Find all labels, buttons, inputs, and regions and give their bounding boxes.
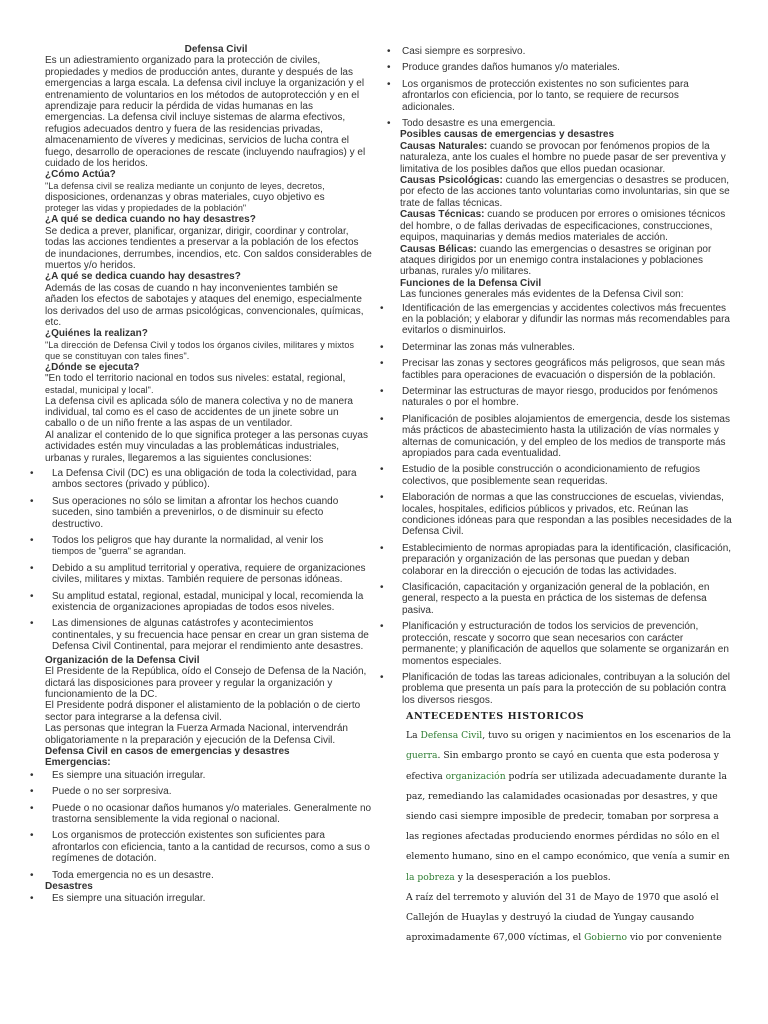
intro-paragraph: Es un adiestramiento organizado para la protección de civiles, propiedades y medios de producción antes, durante y después de las emergencias a larga escala. La defensa civil incluye la organización y el entrenamiento de voluntarios en los métodos de autoprotección y en el aprendizaje para reducir la pérdida de vidas humanas en las emergencias. La defensa civil incluye sistemas de alarma efectivos, refugios adecuados dentro y fuera de las residencias privadas, almacenamiento de víveres y medicinas, servicios de lucha contra el fuego, desarrollo de operaciones de rescate (incluyendo naufragios) y el cuidado de los heridos. — [45, 55, 366, 170]
conclusions-list — [40, 468, 372, 653]
answer-how-acts-quote-end: proteger las vidas y propiedades de la población" — [45, 203, 247, 214]
list-item: • Toda emergencia no es un desastre. — [40, 870, 372, 881]
list-item: • Los organismos de protección existentes son suficientes para afrontarlos con eficiencia, tanto a la cantidad de recursos, como a sus o regímenes de dotación. — [40, 830, 372, 864]
link-gobierno[interactable]: Gobierno — [584, 932, 628, 944]
list-item: • Produce grandes daños humanos y/o materiales. — [390, 62, 732, 73]
list-item: • Determinar las zonas más vulnerables. — [390, 342, 732, 353]
list-item: • Identificación de las emergencias y accidentes colectivos más frecuentes en la población; y elaborar y difundir las normas más recomendables para evitarlos o disminuirlos. — [390, 303, 732, 337]
answer-where-text: La defensa civil es aplicada sólo de manera colectiva y no de manera individual, tal como es el caso de accidentes de un jinete sobre un caballo o de un niño frente a las aspas de un ventilador. — [45, 395, 353, 430]
list-item: • Sus operaciones no sólo se limitan a afrontar los hechos cuando suceden, sino también a prevenirlos, o de disminuir su efecto destructivo. — [40, 496, 372, 530]
list-item: • Planificación de posibles alojamientos de emergencia, desde los sistemas más prácticos de abastecimiento hasta la utilización de vías normales y alternas de comunicación, y del empleo de los medios de transporte más apropiados para cada eventualidad. — [390, 414, 732, 460]
text-run: A raíz del terremoto y aluvión del 31 de Mayo de 1970 que asoló el Callejón de Huaylas y destruyó la ciudad de Yungay causando aproximadamente 67,000 víctimas, el — [406, 891, 719, 944]
right-column — [390, 44, 732, 948]
question-disaster: ¿A qué se dedica cuando hay desastres? — [45, 271, 241, 283]
list-item: • Las dimensiones de algunas catástrofes y acontecimientos continentales, y su frecuencia hace pensar en crear un gran sistema de Defensa Civil Continental, para mejorar el rendimiento ante desastres. — [40, 618, 372, 652]
list-item: • Es siempre una situación irregular. — [40, 893, 372, 904]
answer-who-quote: "La dirección de Defensa Civil y todos los órganos civiles, militares y mixtos que se constituyan con tales fines". — [45, 339, 355, 361]
list-item: • Determinar las estructuras de mayor riesgo, producidos por fenómenos naturales o por el hombre. — [390, 386, 732, 409]
text-run: La — [406, 730, 421, 742]
functions-list — [390, 303, 732, 707]
list-item: • Puede o no ocasionar daños humanos y/o materiales. Generalmente no trastorna sensiblemente la vida regional o nacional. — [40, 803, 372, 826]
disasters-list-cont — [390, 46, 732, 129]
cause-label: Causas Psicológicas: — [400, 175, 503, 187]
list-item: • Los organismos de protección existentes no son suficientes para afrontarlos con eficiencia, por lo tanto, se requiere de recursos adicionales. — [390, 79, 732, 113]
answer-where-line1: "En todo el territorio nacional en todos sus niveles: estatal, regional, — [45, 373, 346, 385]
list-item: • Su amplitud estatal, regional, estadal, municipal y local, recomienda la existencia de organizaciones apropiadas de todos esos niveles. — [40, 591, 372, 614]
link-defensa-civil[interactable]: Defensa Civil — [420, 730, 483, 742]
text-run: , tuvo su origen y nacimientos en los escenarios de la — [482, 730, 731, 742]
text-run: y la desesperación a los pueblos. — [454, 871, 611, 883]
list-item: • Casi siempre es sorpresivo. — [390, 46, 732, 57]
organization-text-1: El Presidente de la República, oído el Consejo de Defensa de la Nación, dictará las disposiciones para proveer y regular la organización y funcionamiento de la DC. — [45, 666, 367, 700]
answer-how-acts-text: disposiciones, ordenanzas y obras materiales, cuyo objetivo es — [45, 191, 325, 203]
list-item-text: Todos los peligros que hay durante la normalidad, al venir los — [52, 535, 324, 547]
functions-intro: Las funciones generales más evidentes de la Defensa Civil son: — [400, 289, 684, 301]
cause-text: cuando las emergencias o desastres se producen, por efecto de las acciones tanto voluntarias como involuntarias, sin que se trate de fallas técnicas. — [400, 175, 730, 209]
organization-heading: Organización de la Defensa Civil — [45, 654, 200, 666]
left-column — [40, 44, 372, 910]
list-item: • Clasificación, capacitación y organización general de la población, en general, respecto a la puesta en práctica de los sistemas de defensa pasiva. — [390, 582, 732, 616]
list-item: • La Defensa Civil (DC) es una obligación de toda la colectividad, para ambos sectores (privado y público). — [40, 468, 372, 491]
list-item: • Establecimiento de normas apropiadas para la identificación, clasificación, preparación y organización de las personas que puedan y deban colaborar en la dirección o ejecución de todas las actividades. — [390, 543, 732, 577]
list-item: • Debido a su amplitud territorial y operativa, requiere de organizaciones civiles, militares y mixtas. También requiere de personas idóneas. — [40, 563, 372, 586]
history-section — [390, 711, 732, 948]
list-item: • Precisar las zonas y sectores geográficos más peligrosos, que sean más factibles para operaciones de evacuación o dispersión de la población. — [390, 358, 732, 381]
disasters-heading: Desastres — [45, 881, 93, 892]
list-item-tail: tiempos de "guerra" se agrandan. — [52, 546, 186, 557]
answer-how-acts-quote: "La defensa civil se realiza mediante un conjunto de leyes, decretos, — [45, 180, 325, 191]
history-paragraph-1 — [390, 726, 732, 888]
answer-no-disaster: Se dedica a prever, planificar, organizar, dirigir, coordinar y controlar, todas las acciones tendientes a preservar a la población de los efectos de inundaciones, derrumbes, incendios, etc. Con saldos considerables de muertos y/o heridos. — [45, 225, 372, 271]
organization-text-2: El Presidente podrá disponer el alistamiento de la población o de cierto sector para integrarse a la defensa civil. — [45, 700, 361, 723]
list-item: • Estudio de la posible construcción o acondicionamiento de refugios colectivos, que posiblemente sean requeridas. — [390, 464, 732, 487]
causes-heading: Posibles causas de emergencias y desastres — [400, 129, 615, 141]
question-where: ¿Dónde se ejecuta? — [45, 361, 140, 373]
emergencies-list — [40, 770, 372, 881]
cause-warlike — [390, 244, 732, 278]
functions-heading: Funciones de la Defensa Civil — [400, 277, 542, 289]
cause-text: cuando las emergencias o desastres se originan por ataques dirigidos por un enemigo contra instalaciones y poblaciones urbanas, rurales y/o militares. — [400, 243, 712, 278]
list-item — [40, 535, 372, 558]
list-item: • Elaboración de normas a que las construcciones de escuelas, viviendas, locales, hospitales, edificios públicos y privados, etc. Reúnan las condiciones idóneas para que respondan a las posibles necesidades de la Defensa Civil. — [390, 492, 732, 538]
answer-disaster: Además de las cosas de cuando n hay inconvenientes también se añaden los efectos de sabotajes y ataques del enemigo, especialmente los derivados del uso de armas psicológicas, convencionales, químicas, etc. — [45, 282, 364, 328]
disasters-list-start — [40, 893, 372, 904]
history-paragraph-2 — [390, 888, 732, 949]
answer-where-text2: Al analizar el contenido de lo que significa proteger a las personas cuyas actividades estén muy vinculadas a las problemáticas industriales, urbanas y rurales, llegaremos a las siguientes conclusiones: — [45, 429, 368, 464]
cause-label: Causas Naturales: — [400, 140, 488, 152]
text-run: . Sin embargo pronto se cayó en cuenta que esta poderosa y efectiva — [406, 750, 719, 782]
organization-text-3: Las personas que integran la Fuerza Armada Nacional, intervendrán obligatoriamente n la preparación y ejecución de la Defensa Civil. — [45, 723, 348, 746]
answer-where-line2: estadal, municipal y local". — [45, 384, 154, 395]
emergencies-heading: Emergencias: — [45, 757, 111, 769]
cases-heading: Defensa Civil en casos de emergencias y desastres — [45, 745, 290, 757]
text-run: vio por conveniente — [627, 932, 722, 944]
cause-label: Causas Bélicas: — [400, 243, 477, 255]
list-item: • Es siempre una situación irregular. — [40, 770, 372, 781]
question-who: ¿Quiénes la realizan? — [45, 328, 148, 340]
cause-text: cuando se producen por errores o omisiones técnicos del hombre, o de fallas derivadas de especificaciones, construcciones, equipos, maquinarias y demás medios materiales de acción. — [400, 209, 726, 244]
cause-label: Causas Técnicas: — [400, 209, 485, 221]
cause-technical — [390, 209, 732, 243]
link-organizacion[interactable]: organización — [445, 770, 506, 782]
document-title: Defensa Civil — [184, 44, 248, 55]
text-run: podría ser utilizada adecuadamente durante la paz, remediando las calamidades ocasionadas por desastres, y que siendo casi siempre imposible de predecir, tomaban por sorpresa a las regiones afectadas produciendo enormes pérdidas no sólo en el elemento humano, sino en el campo económico, que venía a sumir en — [406, 770, 730, 863]
question-how-acts: ¿Cómo Actúa? — [45, 169, 116, 181]
list-item: • Todo desastre es una emergencia. — [390, 118, 732, 129]
link-guerra[interactable]: guerra — [406, 750, 438, 762]
question-no-disaster: ¿A qué se dedica cuando no hay desastres? — [45, 214, 256, 226]
list-item: • Planificación y estructuración de todos los servicios de prevención, protección, rescate y socorro que sean necesarios con carácter permanente; y planificación de aquellos que solamente se organizarán en momentos especiales. — [390, 621, 732, 667]
list-item: • Puede o no ser sorpresiva. — [40, 786, 372, 797]
cause-text: cuando se provocan por fenómenos propios de la naturaleza, ante los cuales el hombre no puede pasar de ser preventiva y limitativa de los posibles daños que ellos puedan ocasionar. — [400, 140, 726, 175]
cause-psychological — [390, 175, 732, 209]
link-la-pobreza[interactable]: la pobreza — [406, 871, 455, 883]
list-item: • Planificación de todas las tareas adicionales, contribuyan a la solución del problema que presenta un país para la protección de su población contra los diversos riesgos. — [390, 672, 732, 706]
cause-natural — [390, 141, 732, 175]
history-heading: ANTECEDENTES HISTORICOS — [406, 711, 585, 723]
